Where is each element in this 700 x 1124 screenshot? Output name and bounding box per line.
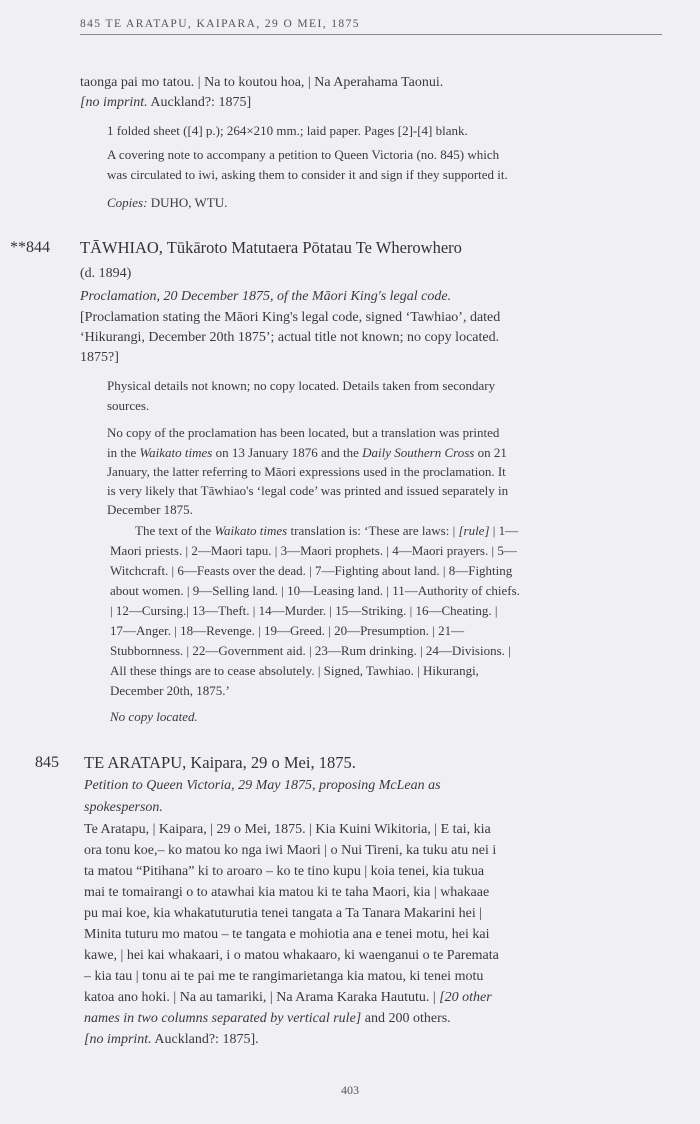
entry-844-note-line: is very likely that Tāwhiao's ‘legal code’ was printed and issued separately in xyxy=(107,483,509,498)
imprint-rest: Auckland?: 1875]. xyxy=(151,1032,259,1047)
entry-844-note-line xyxy=(107,443,507,462)
entry-844-translation-line: Stubbornness. | 22—Government aid. | 23—Rum drinking. | 24—Divisions. | xyxy=(110,643,511,658)
entry-845-heading: TE ARATAPU, Kaipara, 29 o Mei, 1875. xyxy=(84,753,356,772)
page-number: 403 xyxy=(341,1083,359,1097)
entry-845-body-line: – kia tau | tonu ai te pai me te rangimarietanga kia matou, ki tenei motu xyxy=(84,969,484,984)
translation-text: | 1— xyxy=(489,523,519,538)
entry-844-physical-line: Physical details not known; no copy located. Details taken from secondary xyxy=(107,378,496,393)
note-italic: Daily Southern Cross xyxy=(362,445,475,460)
entry-844-translation-line: Witchcraft. | 6—Feasts over the dead. | 7—Fighting about land. | 8—Fighting xyxy=(110,563,513,578)
entry-845-body-line: Te Aratapu, | Kaipara, | 29 o Mei, 1875. | Kia Kuini Wikitoria, | E tai, kia xyxy=(84,822,491,837)
note-text: in the xyxy=(107,445,140,460)
entry-844-number: **844 xyxy=(10,239,50,256)
entry-845-body-line: pu mai koe, kia whakatuturutia tenei tangata a Ta Tanara Makarini hei | xyxy=(84,906,483,921)
imprint-rest: Auckland?: 1875] xyxy=(147,95,252,110)
note-text: on 21 xyxy=(474,445,507,460)
entry-844-translation-line: | 12—Cursing.| 13—Theft. | 14—Murder. | 15—Striking. | 16—Cheating. | xyxy=(110,603,498,618)
imprint-italic: [no imprint. xyxy=(84,1032,152,1047)
entry-845-imprint xyxy=(84,1030,259,1049)
entry-844-translation-line: December 20th, 1875.’ xyxy=(110,683,230,698)
entry-845-body-line: kawe, | hei kai whakaari, i o matou whakaaro, ki waenganui o te Paremata xyxy=(84,948,499,963)
translation-italic: Waikato times xyxy=(214,523,288,538)
entry-844-note-line: December 1875. xyxy=(107,502,193,517)
entry-844-translation-line: Maori priests. | 2—Maori tapu. | 3—Maori prophets. | 4—Maori prayers. | 5— xyxy=(110,543,517,558)
entry-845-number: 845 xyxy=(35,754,59,771)
note-text: on 13 January 1876 and the xyxy=(212,445,363,460)
entry-845-body-line xyxy=(84,988,492,1007)
entry-845-body-line: mai te tomairangi o to atawhai kia matou ki te taha Maori, kia | whakaae xyxy=(84,885,490,900)
body-italic: [20 other xyxy=(439,990,492,1005)
entry-845-body-line: ora tonu koe,– ko matou ko nga iwi Maori | o Nui Tireni, ka tuku atu nei i xyxy=(84,843,497,858)
entry-843-note-line: was circulated to iwi, asking them to consider it and sign if they supported it. xyxy=(107,167,508,182)
entry-844-note-line: January, the latter referring to Māori expressions used in the proclamation. It xyxy=(107,464,506,479)
entry-844-no-copy: No copy located. xyxy=(110,709,198,724)
entry-845-subtitle-line: spokesperson. xyxy=(84,800,163,815)
body-text: and 200 others. xyxy=(361,1011,451,1026)
entry-844-translation-line: 17—Anger. | 18—Revenge. | 19—Greed. | 20—Presumption. | 21— xyxy=(110,623,465,638)
note-italic: Waikato times xyxy=(139,445,213,460)
translation-text: translation is: ‘These are laws: | xyxy=(287,523,459,538)
entry-843-note-line: A covering note to accompany a petition to Queen Victoria (no. 845) which xyxy=(107,147,500,162)
copies-value: DUHO, WTU. xyxy=(147,195,228,210)
copies-label: Copies: xyxy=(107,195,148,210)
entry-844-desc-line: [Proclamation stating the Māori King's legal code, signed ‘Tawhiao’, dated xyxy=(80,310,501,325)
entry-845-body-line xyxy=(84,1009,451,1028)
entry-844-desc-line: 1875?] xyxy=(80,350,119,365)
entry-844-note-line: No copy of the proclamation has been located, but a translation was printed xyxy=(107,425,500,440)
entry-844-translation-line: about women. | 9—Selling land. | 10—Leasing land. | 11—Authority of chiefs. xyxy=(110,583,520,598)
entry-844-author-dates: (d. 1894) xyxy=(80,266,132,281)
entry-843-physical: 1 folded sheet ([4] p.); 264×210 mm.; laid paper. Pages [2]-[4] blank. xyxy=(107,123,468,138)
entry-845-body-line: ta matou “Pitihana” ki to aroaro – ko te tino kupu | koia tenei, kia tukua xyxy=(84,864,485,879)
body-text: katoa ano hoki. | Na au tamariki, | Na Arama Karaka Haututu. | xyxy=(84,990,440,1005)
body-italic: names in two columns separated by vertical rule] xyxy=(84,1011,362,1026)
entry-844-physical-line: sources. xyxy=(107,398,150,413)
entry-844-title: Proclamation, 20 December 1875, of the Māori King's legal code. xyxy=(80,289,452,304)
entry-843-imprint xyxy=(80,93,251,112)
entry-845-body-line: Minita tuturu mo matou – te tangata e mohiotia ana e tenei motu, hei kai xyxy=(84,927,490,942)
running-head: 845 TE ARATAPU, KAIPARA, 29 O MEI, 1875 xyxy=(80,18,662,35)
translation-text: The text of the xyxy=(135,523,215,538)
entry-844-desc-line: ‘Hikurangi, December 20th 1875’; actual title not known; no copy located. xyxy=(80,330,500,345)
entry-845-subtitle-line: Petition to Queen Victoria, 29 May 1875, proposing McLean as xyxy=(84,778,441,793)
entry-844-translation-line xyxy=(135,521,518,540)
entry-843-copies xyxy=(107,193,227,212)
entry-843-text-line: taonga pai mo tatou. | Na to koutou hoa, | Na Aperahama Taonui. xyxy=(80,75,444,90)
imprint-italic: [no imprint. xyxy=(80,95,148,110)
entry-844-author: TĀWHIAO, Tūkāroto Matutaera Pōtatau Te Wherowhero xyxy=(80,238,462,257)
entry-844-translation-line: All these things are to cease absolutely. | Signed, Tawhiao. | Hikurangi, xyxy=(110,663,479,678)
translation-italic: [rule] xyxy=(458,523,490,538)
